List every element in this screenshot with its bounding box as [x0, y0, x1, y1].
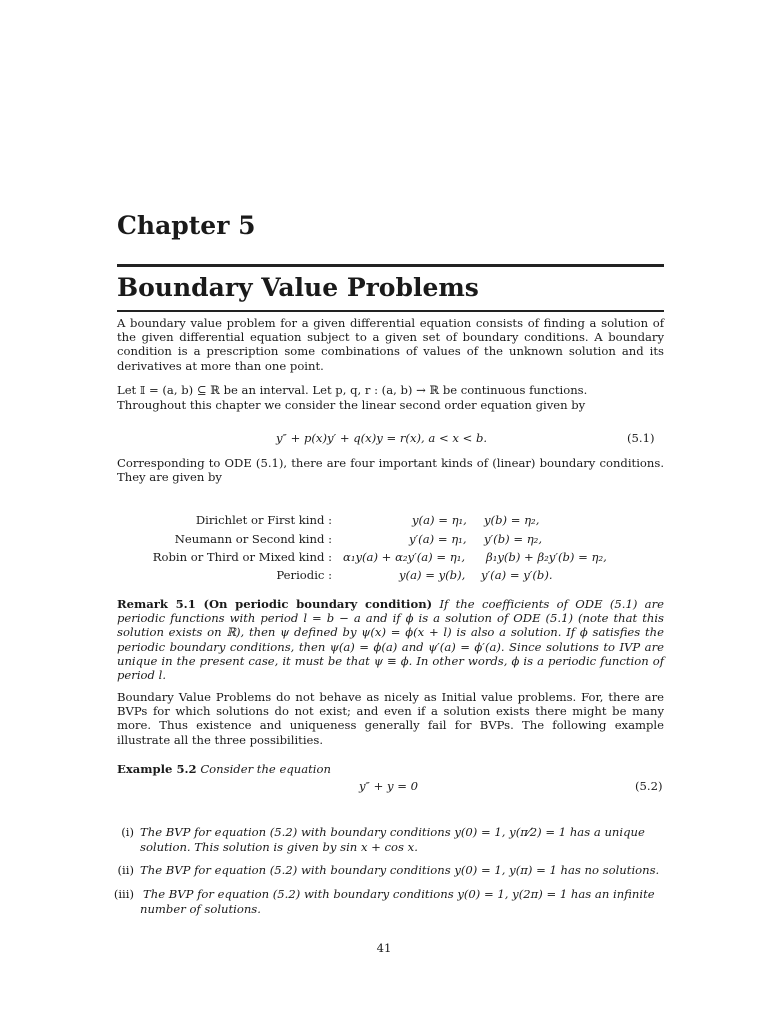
- remark-5-1: [117, 597, 664, 682]
- bc-left-periodic: y(a) = y(b),: [399, 568, 466, 582]
- bc-left-neumann: y′(a) = η₁,: [409, 532, 467, 546]
- bc-label-periodic: Periodic :: [276, 568, 332, 582]
- remark-heading: Remark 5.1 (On periodic boundary condition): [117, 597, 433, 611]
- item-number-i: (i): [121, 825, 134, 839]
- remark-body: If the coefficients of ODE (5.1) are periodic functions with period l = b − a and if ϕ is a solution of ODE (5.1) (note that this solution exists on ℝ), then ψ defined by ψ(x) = ϕ(x + l) is also a solution. If ϕ satisfies the periodic boundary conditions, then ψ(a) = ϕ(a) and ψ′(a) = ϕ′(a). Since solutions to IVP are unique in the present case, it must be that ψ ≡ ϕ. In other words, ϕ is a periodic function of period l.: [117, 597, 664, 683]
- setup-line-1: Let 𝕀 = (a, b) ⊆ ℝ be an interval. Let p, q, r : (a, b) → ℝ be continuous functions.: [117, 383, 588, 397]
- intro-paragraph: A boundary value problem for a given differential equation consists of finding a solution of the given differential equation subject to a given set of boundary conditions. A boundary condition is a prescription some combinations of values of the unknown solution and its derivatives at more than one point.: [117, 316, 664, 373]
- kinds-paragraph: Corresponding to ODE (5.1), there are four important kinds of (linear) boundary conditions. They are given by: [117, 456, 664, 485]
- bvp-paragraph: Boundary Value Problems do not behave as nicely as Initial value problems. For, there are BVPs for which solutions do not exist; and even if a solution exists there might be many more. Thus existence and uniqueness generally fail for BVPs. The following example illustrate all the three possibilities.: [117, 690, 664, 747]
- bc-right-neumann: y′(b) = η₂,: [484, 532, 543, 546]
- equation-5-1-number: (5.1): [627, 431, 655, 445]
- equation-5-2-number: (5.2): [635, 779, 663, 793]
- bc-right-dirichlet: y(b) = η₂,: [484, 513, 540, 527]
- item-i-line-1: The BVP for equation (5.2) with boundary conditions y(0) = 1, y(π⁄2) = 1 has a unique: [140, 825, 645, 839]
- equation-5-2: y″ + y = 0: [359, 779, 418, 793]
- bc-label-neumann: Neumann or Second kind :: [174, 532, 332, 546]
- chapter-title: Boundary Value Problems: [117, 273, 479, 302]
- item-iii-line-1: The BVP for equation (5.2) with boundary conditions y(0) = 1, y(2π) = 1 has an infinite: [143, 887, 655, 901]
- page-number: 41: [376, 941, 392, 955]
- example-intro: Consider the equation: [200, 762, 331, 776]
- bc-label-robin: Robin or Third or Mixed kind :: [152, 550, 332, 564]
- setup-line-2: Throughout this chapter we consider the linear second order equation given by: [117, 398, 586, 412]
- item-number-iii: (iii): [113, 887, 134, 901]
- item-number-ii: (ii): [117, 863, 134, 877]
- top-rule: [117, 264, 664, 267]
- bc-right-periodic: y′(a) = y′(b).: [481, 568, 553, 582]
- bottom-rule: [117, 310, 664, 312]
- item-iii-line-2: number of solutions.: [140, 902, 261, 916]
- example-5-2: [117, 762, 664, 776]
- bc-label-dirichlet: Dirichlet or First kind :: [195, 513, 332, 527]
- equation-5-1: y″ + p(x)y′ + q(x)y = r(x), a < x < b.: [276, 431, 488, 445]
- example-heading: Example 5.2: [117, 762, 197, 776]
- item-i-line-2: solution. This solution is given by sin x + cos x.: [140, 840, 418, 854]
- bc-left-dirichlet: y(a) = η₁,: [412, 513, 467, 527]
- item-ii-line-1: The BVP for equation (5.2) with boundary conditions y(0) = 1, y(π) = 1 has no solutions.: [140, 863, 660, 877]
- bc-left-robin: α₁y(a) + α₂y′(a) = η₁,: [343, 550, 466, 564]
- bc-right-robin: β₁y(b) + β₂y′(b) = η₂,: [486, 550, 607, 564]
- chapter-heading: Chapter 5: [117, 211, 256, 240]
